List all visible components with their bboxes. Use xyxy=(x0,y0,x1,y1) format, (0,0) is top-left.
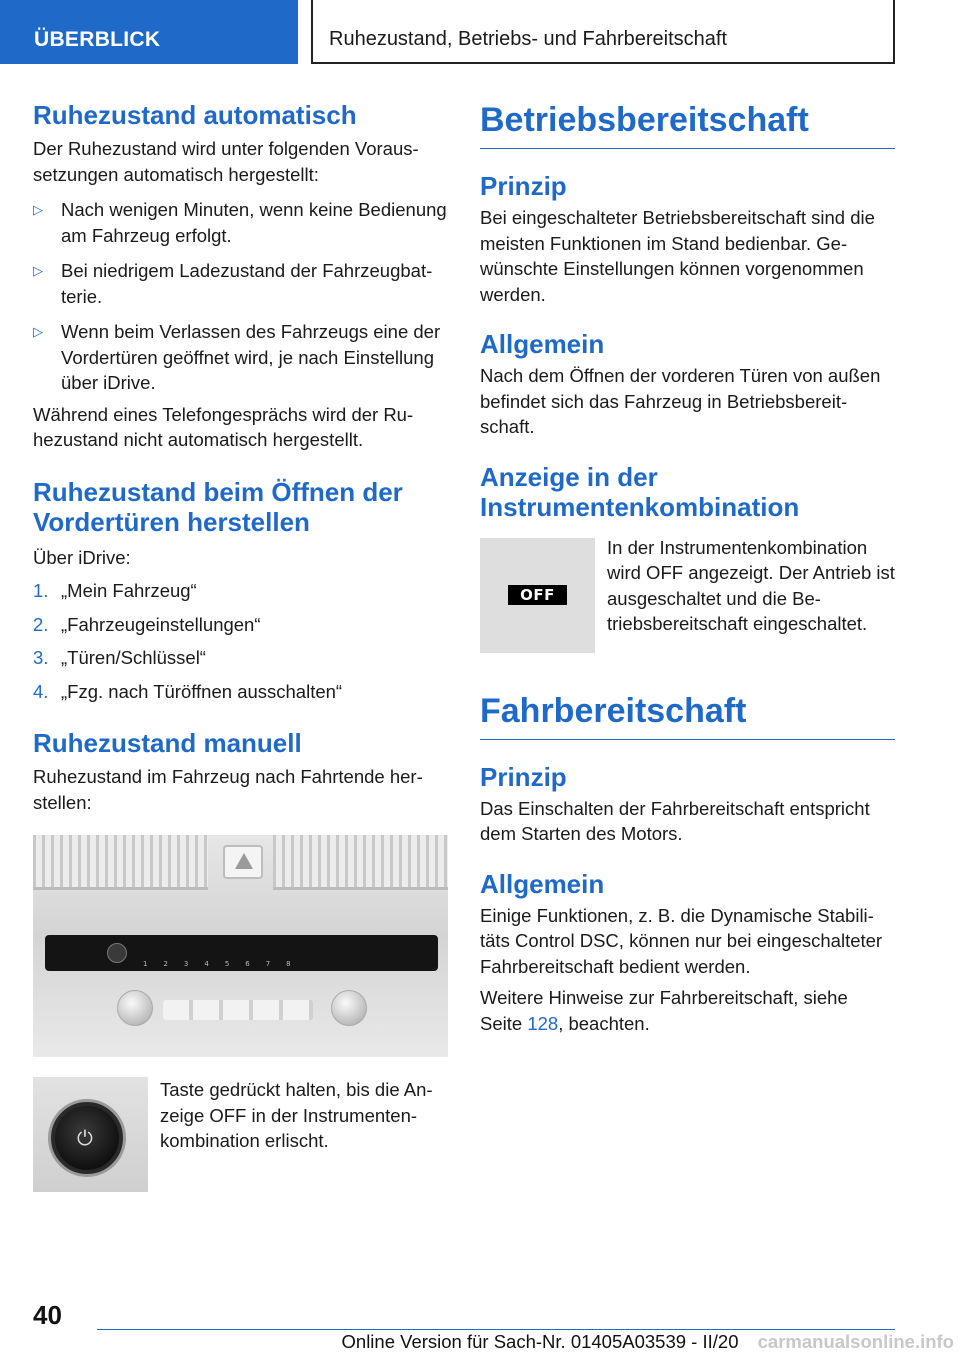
bullet-text: Wenn beim Verlassen des Fahrzeugs eine der Vordertüren geöffnet wird, je nach Einstellung über iDrive. xyxy=(61,321,441,393)
betrieb-allgemein-text: Nach dem Öffnen der vorderen Türen von außen befindet sich das Fahrzeug in Betriebsbereitschaft. xyxy=(480,365,881,437)
manual-heading: Ruhezustand manuell xyxy=(33,728,302,758)
step-number: 4. xyxy=(33,680,49,702)
fahr-prinzip-heading: Prinzip xyxy=(480,761,567,792)
air-vent xyxy=(33,835,208,890)
list-item xyxy=(33,679,448,705)
list-item xyxy=(33,612,448,638)
air-vent xyxy=(273,835,448,890)
anzeige-heading: Anzeige in der Instrumentenkombination xyxy=(480,461,800,522)
fahr-allgemein-heading: Allgemein xyxy=(480,868,605,899)
page-number: 40 xyxy=(33,1300,62,1330)
doors-intro: Über iDrive: xyxy=(33,546,131,568)
climate-knob xyxy=(117,990,153,1026)
off-display-image xyxy=(480,538,595,653)
preset-buttons: 12345678 xyxy=(143,960,307,968)
power-icon: ⏻ xyxy=(77,1126,93,1150)
climate-buttons xyxy=(163,1000,313,1020)
triangle-bullet-icon: ▷ xyxy=(33,324,43,339)
fahr-heading: Fahrbereitschaft xyxy=(480,691,895,740)
step-text: „Türen/Schlüssel“ xyxy=(61,647,206,668)
footer-text: Online Version für Sach-Nr. 01405A03539 - II/20 xyxy=(341,1331,739,1352)
list-item xyxy=(33,645,448,671)
fahr-prinzip-text: Das Einschalten der Fahrbereitschaft entspricht dem Starten des Motors. xyxy=(480,797,870,844)
watermark: carmanualsonline.info xyxy=(757,1331,954,1352)
manual-caption: Taste gedrückt halten, bis die Anzeige OFF in der Instrumentenkombination erlischt. xyxy=(160,1079,433,1151)
step-text: „Fzg. nach Türöffnen ausschalten“ xyxy=(61,680,343,702)
off-indicator: OFF xyxy=(508,585,567,605)
betrieb-heading: Betriebsbereitschaft xyxy=(480,100,895,149)
step-number: 3. xyxy=(33,647,49,668)
list-item xyxy=(33,578,448,604)
betrieb-prinzip-text: Bei eingeschalteter Betriebsbereitschaft sind die meisten Funktionen im Stand bedienbar. Gewünschte Einstellungen können vorgenommen werden. xyxy=(480,207,875,305)
right-column xyxy=(480,100,895,1036)
left-column xyxy=(33,100,448,1192)
list-item xyxy=(33,197,448,248)
hazard-button xyxy=(223,845,263,879)
fahr-hint xyxy=(480,985,895,1036)
fahr-allgemein-text: Einige Funktionen, z. B. die Dynamische Stabilitäts Control DSC, können nur bei eingeschalteter Fahrbereitschaft bedient werden. xyxy=(480,904,883,977)
auto-intro: Der Ruhezustand wird unter folgenden Voraussetzungen automatisch hergestellt: xyxy=(33,138,419,185)
triangle-bullet-icon: ▷ xyxy=(33,202,43,217)
anzeige-text: In der Instrumentenkombination wird OFF angezeigt. Der Antrieb ist ausgeschaltet und die Betriebsbereitschaft eingeschaltet. xyxy=(607,536,895,634)
betrieb-allgemein-heading: Allgemein xyxy=(480,329,605,359)
section-tab[interactable]: ÜBERBLICK xyxy=(0,0,298,64)
power-knob xyxy=(107,943,127,963)
power-button-photo xyxy=(33,1077,148,1192)
auto-note: Während eines Telefongesprächs wird der Ruhezustand nicht automatisch hergestellt. xyxy=(33,403,414,450)
step-number: 2. xyxy=(33,613,49,635)
power-knob xyxy=(51,1102,123,1174)
fahr-hint-after: , beachten. xyxy=(558,1012,650,1034)
manual-figure xyxy=(33,1077,448,1192)
fahr-hint-before: Weitere Hinweise zur Fahrbereitschaft, siehe Seite xyxy=(480,987,848,1034)
footer-divider xyxy=(97,1329,895,1330)
triangle-bullet-icon: ▷ xyxy=(33,263,43,278)
console-photo xyxy=(33,835,448,1057)
step-text: „Fahrzeugeinstellungen“ xyxy=(61,613,261,635)
auto-heading: Ruhezustand automatisch xyxy=(33,100,357,130)
manual-intro: Ruhezustand im Fahrzeug nach Fahrtende herstellen: xyxy=(33,766,423,813)
page-link[interactable]: 128 xyxy=(527,1012,559,1034)
step-number: 1. xyxy=(33,580,49,601)
list-item xyxy=(33,258,448,309)
step-text: „Mein Fahrzeug“ xyxy=(61,580,197,601)
page-title: Ruhezustand, Betriebs- und Fahrbereitschaft xyxy=(311,0,895,64)
betrieb-prinzip-heading: Prinzip xyxy=(480,171,567,201)
climate-knob xyxy=(331,990,367,1026)
anzeige-figure xyxy=(480,538,895,653)
doors-heading: Ruhezustand beim Öffnen der Vordertüren herstellen xyxy=(33,476,403,537)
bullet-text: Bei niedrigem Ladezustand der Fahrzeugbatterie. xyxy=(61,260,433,307)
bullet-text: Nach wenigen Minuten, wenn keine Bedienung am Fahrzeug erfolgt. xyxy=(61,199,447,246)
list-item xyxy=(33,319,448,396)
